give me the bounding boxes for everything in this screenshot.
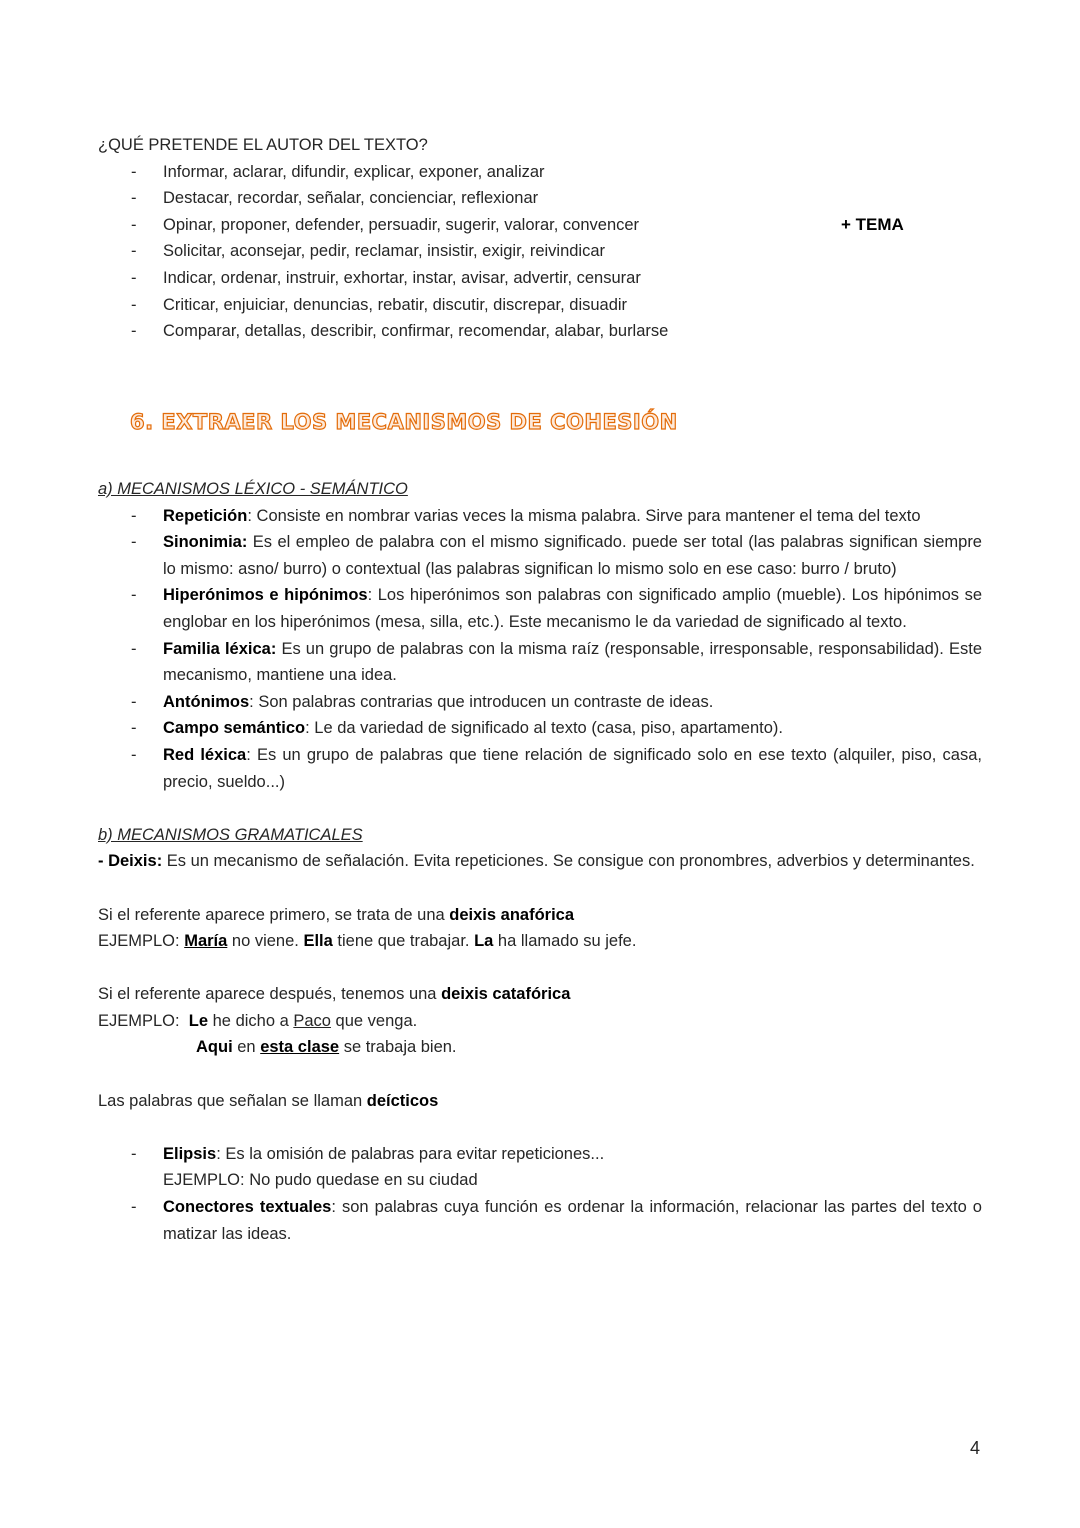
bold-term: Red léxica	[163, 745, 247, 764]
text-span	[98, 875, 982, 902]
text-span: se trabaja bien.	[339, 1038, 457, 1057]
list-item	[98, 742, 982, 795]
text-span: Paco	[293, 1011, 331, 1030]
text-span: Si el referente aparece después, tenemos una	[98, 985, 442, 1004]
subsection-title-gramatical: b) MECANISMOS GRAMATICALES	[98, 825, 363, 844]
bold-term: Familia léxica:	[163, 639, 277, 658]
bold-term: Hiperónimos e hipónimos	[163, 586, 368, 605]
bold-term: Antónimos	[163, 692, 250, 711]
list-item: - Destacar, recordar, señalar, concienciar, reflexionar	[98, 185, 982, 212]
bold-term: Sinonimia:	[163, 533, 248, 552]
bold-term: - Deixis:	[98, 852, 163, 871]
text-span: : Son palabras contrarias que introducen un contraste de ideas.	[249, 692, 714, 711]
text-span: no viene.	[227, 932, 304, 951]
list-item: - Comparar, detallas, describir, confirmar, recomendar, alabar, burlarse	[98, 318, 982, 345]
list-item	[98, 582, 982, 635]
text-span: en	[232, 1038, 261, 1057]
bold-term: Campo semántico	[163, 719, 306, 738]
text-span: Es el empleo de palabra con el mismo significado. puede ser total (las palabras significan siempre lo mismo: asno/ burro) o contextual (las palabras significan lo mismo solo en ese caso: burro / bruto)	[163, 533, 982, 578]
list-item	[98, 503, 982, 530]
example-line: EJEMPLO: No pudo quedase en su ciudad	[163, 1171, 478, 1190]
list-item: - Informar, aclarar, difundir, explicar, exponer, analizar	[98, 159, 982, 186]
list-item	[98, 636, 982, 689]
text-span	[98, 795, 982, 822]
text-span	[98, 1114, 982, 1141]
intent-section	[98, 132, 982, 345]
list-item: - Solicitar, aconsejar, pedir, reclamar, insistir, exigir, reivindicar	[98, 238, 982, 265]
bold-term: Repetición	[163, 506, 248, 525]
bold-term: La	[474, 932, 494, 951]
text-span: : son palabras cuya función es ordenar la información, relacionar las partes del texto o matizar las ideas.	[163, 1198, 982, 1243]
text-span	[98, 1061, 982, 1088]
section-heading: 6. EXTRAER LOS MECANISMOS DE COHESIÓN	[130, 410, 678, 434]
list-item	[98, 689, 982, 716]
text-span: tiene que trabajar.	[332, 932, 475, 951]
anaphora-example	[98, 928, 982, 955]
bold-term: deixis catafórica	[441, 985, 571, 1004]
list-item: - Criticar, enjuiciar, denuncias, rebatir, discutir, discrepar, disuadir	[98, 292, 982, 319]
intent-title: ¿QUÉ PRETENDE EL AUTOR DEL TEXTO?	[98, 136, 428, 154]
cataphora-line	[98, 981, 982, 1008]
text-span: EJEMPLO:	[98, 1011, 189, 1030]
cataphora-example	[98, 1008, 982, 1035]
bold-term: Le	[188, 1011, 209, 1030]
deictics-line	[98, 1088, 982, 1115]
list-item	[98, 529, 982, 582]
bold-term: deícticos	[366, 1091, 439, 1110]
text-span: : Los hiperónimos son palabras con significado amplio (mueble). Los hipónimos se englobar en los hiperónimos (mesa, silla, etc.). Este mecanismo le da variedad de significado al texto.	[163, 586, 982, 631]
bold-term: deixis anafórica	[449, 905, 575, 924]
bold-term: Aqui	[196, 1038, 233, 1057]
subsection-title-lexico: a) MECANISMOS LÉXICO - SEMÁNTICO	[98, 480, 408, 498]
bold-term: esta clase	[260, 1038, 340, 1057]
text-span: que venga.	[330, 1011, 418, 1030]
text-span: : Es la omisión de palabras para evitar repeticiones...	[216, 1144, 605, 1163]
bold-term: María	[184, 932, 228, 951]
text-span: EJEMPLO:	[98, 932, 185, 951]
text-span: : Es un grupo de palabras que tiene relación de significado solo en ese texto (alquiler, piso, casa, precio, sueldo...)	[163, 745, 982, 791]
bold-term: Ella	[303, 932, 333, 951]
cohesion-content	[98, 476, 982, 1247]
anaphora-line	[98, 902, 982, 929]
bold-term: Conectores textuales	[163, 1198, 332, 1217]
list-item	[98, 1141, 982, 1168]
text-span: ha llamado su jefe.	[493, 932, 637, 951]
bold-term: Elipsis	[163, 1144, 217, 1163]
text-span: he dicho a	[208, 1011, 294, 1030]
text-span: Es un grupo de palabras con la misma raíz (responsable, irresponsable, responsabilidad). Este mecanismo, mantiene una idea.	[163, 639, 983, 685]
list-item: - Indicar, ordenar, instruir, exhortar, instar, avisar, advertir, censurar	[98, 265, 982, 292]
text-span: : Le da variedad de significado al texto (casa, piso, apartamento).	[305, 719, 783, 738]
tema-note: + TEMA	[841, 215, 904, 234]
text-span: : Consiste en nombrar varias veces la misma palabra. Sirve para mantener el tema del texto	[247, 506, 921, 525]
cataphora-example	[98, 1034, 982, 1061]
list-item	[98, 715, 982, 742]
page-number: 4	[970, 1438, 981, 1458]
text-span: Las palabras que señalan se llaman	[98, 1091, 367, 1110]
text-span: Si el referente aparece primero, se trata de una	[98, 905, 450, 924]
list-item: - Opinar, proponer, defender, persuadir, sugerir, valorar, convencer	[98, 212, 982, 239]
list-item	[98, 1194, 982, 1247]
deixis-paragraph	[98, 848, 982, 875]
text-span: Es un mecanismo de señalación. Evita repeticiones. Se consigue con pronombres, adverbios y determinantes.	[162, 852, 975, 871]
text-span	[98, 955, 982, 982]
